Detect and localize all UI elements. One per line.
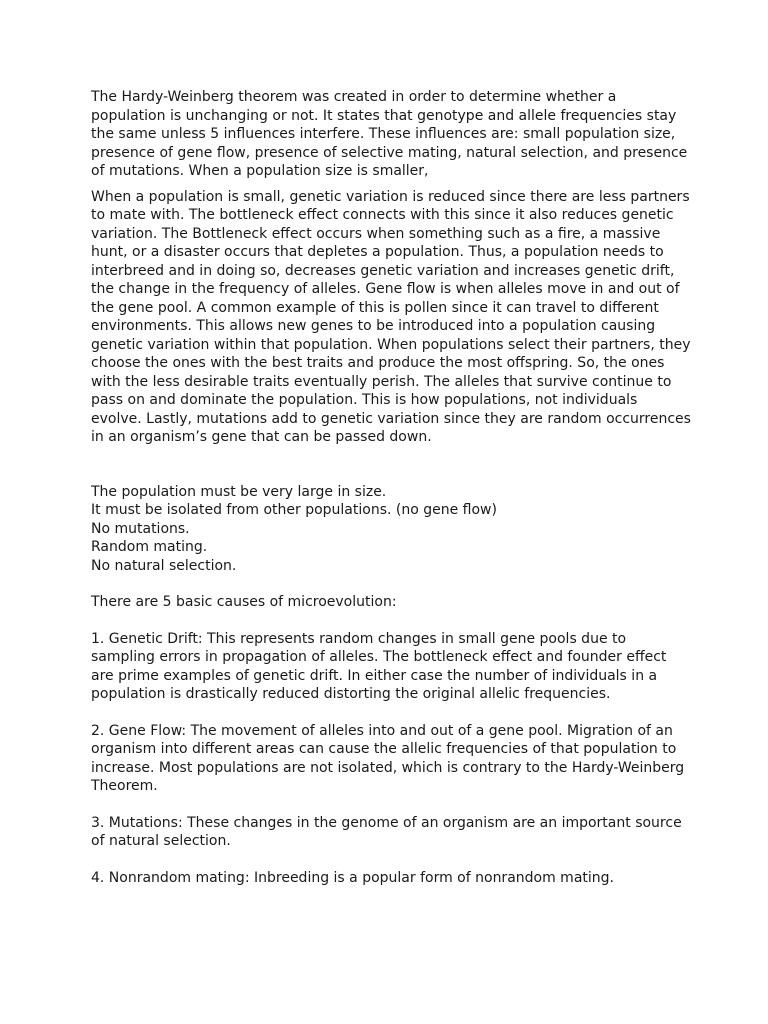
section-spacer	[91, 612, 691, 630]
condition-line: No mutations.	[91, 520, 190, 537]
cause-nonrandom-mating: 4. Nonrandom mating: Inbreeding is a popular form of nonrandom mating.	[91, 869, 614, 886]
section-spacer	[91, 796, 691, 814]
cause-gene-flow: 2. Gene Flow: The movement of alleles into and out of a gene pool. Migration of an organism into different areas can cause the allelic frequencies of that population to increase. Most populations are not isolated, which is contrary to the Hardy-Weinberg Theorem.	[91, 722, 685, 794]
intro-paragraph: The Hardy-Weinberg theorem was created in order to determine whether a population is unchanging or not. It states that genotype and allele frequencies stay the same unless 5 influences interfere. These influences are: small population size, presence of gene flow, presence of selective mating, natural selection, and presence of mutations. When a population size is smaller,	[91, 89, 688, 179]
condition-line: No natural selection.	[91, 557, 237, 574]
section-spacer	[91, 704, 691, 722]
population-size-paragraph: When a population is small, genetic variation is reduced since there are less partners to mate with. The bottleneck effect connects with this since it also reduces genetic variation. The Bottleneck effect occurs when something such as a fire, a massive hunt, or a disaster occurs that depletes a population. Thus, a population needs to interbreed and in doing so, decreases genetic variation and increases genetic drift, the change in the frequency of alleles. Gene flow is when alleles move in and out of the gene pool. A common example of this is pollen since it can travel to different environments. This allows new genes to be introduced into a population causing genetic variation within that population. When populations select their partners, they choose the ones with the best traits and produce the most offspring. So, the ones with the less desirable traits eventually perish. The alleles that survive continue to pass on and dominate the population. This is how populations, not individuals evolve. Lastly, mutations add to genetic variation since they are random occurrences in an organism’s gene that can be passed down.	[91, 188, 691, 445]
cause-genetic-drift: 1. Genetic Drift: This represents random changes in small gene pools due to sampling errors in propagation of alleles. The bottleneck effect and founder effect are prime examples of genetic drift. In either case the number of individuals in a population is drastically reduced distorting the original allelic frequencies.	[91, 630, 667, 702]
section-spacer	[91, 447, 691, 483]
causes-intro: There are 5 basic causes of microevolution:	[91, 594, 397, 610]
condition-line: It must be isolated from other populations. (no gene flow)	[91, 502, 497, 518]
condition-line: The population must be very large in size.	[91, 483, 387, 500]
document-page	[91, 88, 691, 887]
conditions-list	[91, 483, 691, 576]
paragraph-spacer	[91, 181, 691, 188]
condition-line: Random mating.	[91, 539, 208, 555]
cause-mutations: 3. Mutations: These changes in the genome of an organism are an important source of natural selection.	[91, 814, 682, 849]
section-spacer	[91, 851, 691, 869]
section-spacer	[91, 575, 691, 593]
